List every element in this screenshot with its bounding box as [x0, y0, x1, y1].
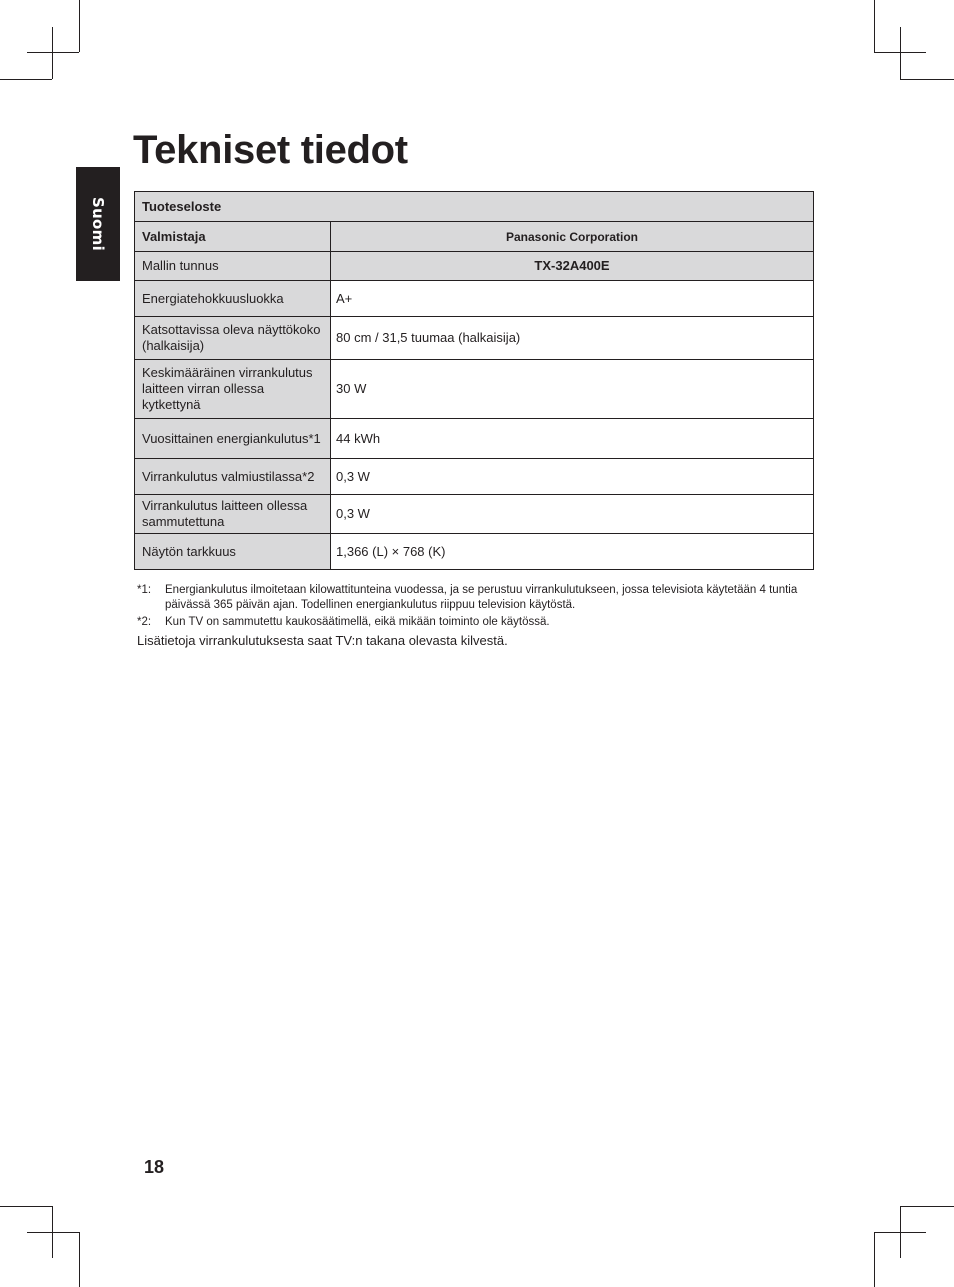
row-label: Energiatehokkuusluokka	[135, 281, 331, 317]
crop-mark	[79, 1232, 80, 1287]
crop-mark	[900, 79, 954, 80]
table-row	[135, 252, 814, 281]
footnote	[137, 615, 817, 630]
page-title: Tekniset tiedot	[133, 128, 408, 172]
additional-info: Lisätietoja virrankulutuksesta saat TV:n takana olevasta kilvestä.	[137, 633, 508, 648]
crop-mark	[874, 1232, 875, 1287]
footnote-text: Kun TV on sammutettu kaukosäätimellä, eikä mikään toiminto ole käytössä.	[165, 616, 550, 628]
crop-mark	[874, 1232, 926, 1233]
row-value: 0,3 W	[331, 459, 814, 495]
crop-mark	[900, 27, 901, 79]
table-row	[135, 459, 814, 495]
table-header-row	[135, 192, 814, 222]
row-label: Keskimääräinen virrankulutus laitteen virran ollessa kytkettynä	[135, 360, 331, 419]
crop-mark	[900, 1206, 954, 1207]
language-tab	[76, 167, 120, 281]
row-label: Mallin tunnus	[135, 252, 331, 281]
crop-mark	[52, 27, 53, 79]
row-value: 0,3 W	[331, 495, 814, 534]
row-value: A+	[331, 281, 814, 317]
crop-mark	[79, 0, 80, 52]
table-row	[135, 534, 814, 570]
row-value: 30 W	[331, 360, 814, 419]
language-tab-label: Suomi	[89, 196, 107, 252]
table-row	[135, 419, 814, 459]
row-label: Valmistaja	[135, 222, 331, 252]
table-row	[135, 360, 814, 419]
table-row	[135, 317, 814, 360]
spec-table	[134, 191, 814, 570]
footnote	[137, 583, 817, 613]
row-value: Panasonic Corporation	[331, 222, 814, 252]
footnotes	[137, 583, 817, 630]
crop-mark	[27, 52, 79, 53]
table-row	[135, 222, 814, 252]
crop-mark	[27, 1232, 79, 1233]
row-value: 44 kWh	[331, 419, 814, 459]
footnote-text: Energiankulutus ilmoitetaan kilowattitunteina vuodessa, ja se perustuu virrankulutukseen, jossa televisiota käytetään 4 tuntia päivässä 365 päivän ajan. Todellinen energiankulutus riippuu television käytöstä.	[165, 584, 798, 611]
row-label: Vuosittainen energiankulutus*1	[135, 419, 331, 459]
table-section-header: Tuoteseloste	[135, 192, 814, 222]
footnote-mark: *1:	[137, 584, 152, 596]
crop-mark	[874, 0, 875, 52]
row-label: Virrankulutus valmiustilassa*2	[135, 459, 331, 495]
row-value: TX-32A400E	[331, 252, 814, 281]
crop-mark	[0, 79, 52, 80]
table-row	[135, 495, 814, 534]
row-label: Virrankulutus laitteen ollessa sammutettuna	[135, 495, 331, 534]
table-row	[135, 281, 814, 317]
row-value: 1,366 (L) × 768 (K)	[331, 534, 814, 570]
page-number: 18	[144, 1157, 165, 1177]
crop-mark	[0, 1206, 52, 1207]
row-label: Näytön tarkkuus	[135, 534, 331, 570]
row-label: Katsottavissa oleva näyttökoko (halkaisija)	[135, 317, 331, 360]
row-value: 80 cm / 31,5 tuumaa (halkaisija)	[331, 317, 814, 360]
footnote-mark: *2:	[137, 616, 152, 628]
